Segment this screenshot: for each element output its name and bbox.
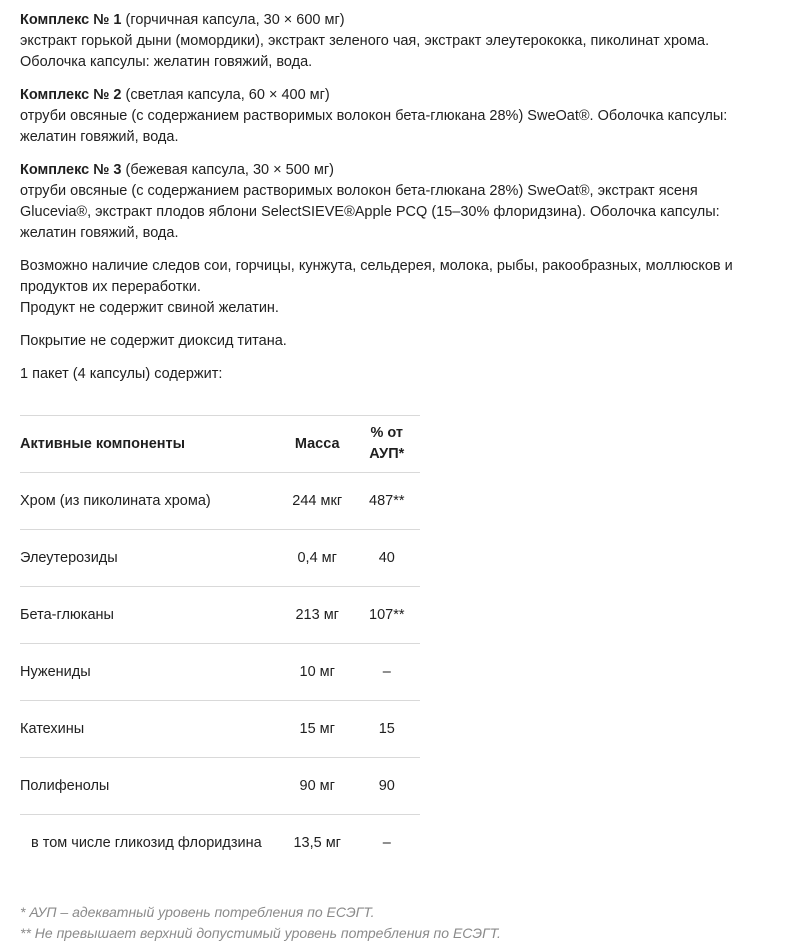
complex-1 (20, 10, 790, 73)
complex-3-line-1: отруби овсяные (с содержанием растворимых волокон бета-глюкана 28%) SweOat®, экстракт ясеня (20, 183, 698, 199)
table-row (20, 815, 420, 872)
table-row (20, 701, 420, 758)
component-pct: – (354, 815, 420, 872)
packet-note: 1 пакет (4 капсулы) содержит: (20, 366, 223, 382)
allergen-line-2: продуктов их переработки. (20, 279, 201, 295)
complex-2-line-1: отруби овсяные (с содержанием растворимых волокон бета-глюкана 28%) SweOat®. Оболочка капсулы: (20, 108, 728, 124)
table-header-row (20, 416, 420, 473)
component-pct: – (354, 644, 420, 701)
component-name: Элеутерозиды (20, 530, 281, 587)
footnote-2: ** Не превышает верхний допустимый уровень потребления по ЕСЭГТ. (20, 925, 501, 941)
complex-2-spec: (светлая капсула, 60 × 400 мг) (121, 87, 330, 103)
complex-1-line-1: экстракт горькой дыни (момордики), экстракт зеленого чая, экстракт элеутерококка, пиколинат хрома. (20, 33, 710, 49)
allergen-note (20, 256, 790, 319)
coating-note: Покрытие не содержит диоксид титана. (20, 333, 287, 349)
table-row (20, 758, 420, 815)
complex-1-line-2: Оболочка капсулы: желатин говяжий, вода. (20, 54, 313, 70)
component-pct: 90 (354, 758, 420, 815)
complex-3 (20, 160, 790, 244)
table-row (20, 473, 420, 530)
allergen-line-1: Возможно наличие следов сои, горчицы, кунжута, сельдерея, молока, рыбы, ракообразных, моллюсков и (20, 258, 733, 274)
complex-2-title: Комплекс № 2 (20, 87, 122, 103)
active-components-table (20, 415, 420, 871)
component-mass: 213 мг (281, 587, 354, 644)
component-name: Катехины (20, 701, 281, 758)
component-mass: 90 мг (281, 758, 354, 815)
component-pct: 487** (354, 473, 420, 530)
component-name: Хром (из пиколината хрома) (20, 473, 281, 530)
table-row (20, 644, 420, 701)
component-pct: 40 (354, 530, 420, 587)
component-pct: 107** (354, 587, 420, 644)
gelatin-note: Продукт не содержит свиной желатин. (20, 300, 279, 316)
component-mass: 244 мкг (281, 473, 354, 530)
component-name: Нужениды (20, 644, 281, 701)
component-pct: 15 (354, 701, 420, 758)
table-row (20, 587, 420, 644)
complex-2-line-2: желатин говяжий, вода. (20, 129, 179, 145)
table-row (20, 530, 420, 587)
component-name: в том числе гликозид флоридзина (20, 815, 281, 872)
component-mass: 15 мг (281, 701, 354, 758)
complex-3-title: Комплекс № 3 (20, 162, 122, 178)
complex-3-line-2: Glucevia®, экстракт плодов яблони SelectSIEVE®Apple PCQ (15–30% флоридзина). Оболочка капсулы: (20, 204, 720, 220)
complex-1-title: Комплекс № 1 (20, 12, 122, 28)
footnote-1: * АУП – адекватный уровень потребления по ЕСЭГТ. (20, 904, 375, 920)
component-name: Бета-глюканы (20, 587, 281, 644)
complex-3-line-3: желатин говяжий, вода. (20, 225, 179, 241)
component-mass: 0,4 мг (281, 530, 354, 587)
complex-1-spec: (горчичная капсула, 30 × 600 мг) (121, 12, 345, 28)
header-mass: Масса (281, 416, 354, 473)
header-pct: % от АУП* (354, 416, 420, 473)
header-components: Активные компоненты (20, 416, 281, 473)
component-mass: 13,5 мг (281, 815, 354, 872)
complex-3-spec: (бежевая капсула, 30 × 500 мг) (121, 162, 334, 178)
complex-2 (20, 85, 790, 148)
component-name: Полифенолы (20, 758, 281, 815)
component-mass: 10 мг (281, 644, 354, 701)
footnotes (20, 902, 501, 944)
